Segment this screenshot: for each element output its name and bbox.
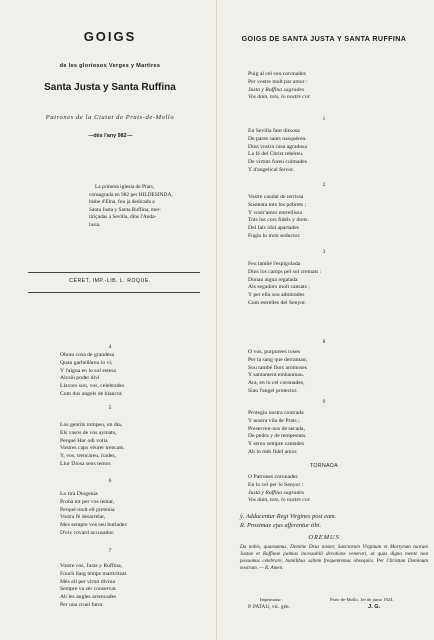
tornada-label: TORNADA: [309, 463, 339, 469]
tornada-line: Vos dam, tots, lo nostre cor.: [248, 497, 311, 504]
verse-line: De pares sants nasquéreu.: [248, 135, 307, 142]
verse-line: Als segadors molt cansats ;: [248, 284, 310, 291]
signature-initials: J. G.: [368, 604, 381, 610]
stanza: [60, 563, 128, 610]
stanza-number: 6: [108, 478, 112, 484]
verse-line: D'eix covard accusador.: [60, 529, 115, 536]
divider-bottom: [28, 292, 200, 293]
imprimatur: [248, 597, 290, 610]
verse-line: Y nostra vila de Prats ;: [248, 417, 300, 424]
verse-line: Ara, en lo cel coronades,: [248, 380, 305, 387]
tornada-line: O Patrones coronades: [248, 474, 298, 480]
refrain: [248, 71, 311, 102]
verse-line: O vos, purpurees roses: [248, 349, 300, 355]
verse-line: Com estrelles del Senyor.: [248, 299, 307, 306]
verse-line: Ab lo més fidel amor.: [248, 448, 298, 455]
verse-line: Y vostr'amor entrellissa: [248, 209, 302, 216]
verse-line: Donau aigua regalada: [248, 276, 298, 283]
tornada-line: Justa y Ruffina sagrades: [248, 489, 305, 496]
verse-line: Vostre cos, Justa y Ruffina,: [60, 563, 123, 569]
response-line: R. Proximae ejus afferentur tibi.: [240, 521, 322, 529]
verse-line: Y d'angelical fervor.: [248, 166, 295, 173]
stanza-number: 9: [322, 399, 326, 405]
stanza: [248, 128, 307, 175]
stanza-number: 4: [108, 344, 112, 350]
divider-top: [28, 272, 200, 273]
verse-line: Mes sempre vos seu burlades: [60, 522, 127, 529]
saints-title: Santa Justa y Santa Ruffina: [44, 82, 176, 93]
verse-line: Sou també flors aromoses: [248, 364, 307, 371]
stanza-number: 1: [322, 116, 326, 122]
goigs-heading: GOIGS: [83, 29, 137, 44]
intro-text: [89, 184, 173, 229]
center-fold: [216, 0, 217, 640]
stanza-number: 7: [108, 548, 112, 554]
intro-line: bisbe d'Elna, fou ja dedicada a: [89, 199, 155, 205]
verse-line: Fugin lo mon seductor.: [248, 232, 301, 239]
year-line: — dés l'any 982 —: [88, 133, 132, 139]
place-date: Prats-de-Mollo, 1er de junio 1924.: [330, 597, 394, 602]
verse-line: Perqué molt ell pretenia: [60, 506, 115, 513]
stanza: [248, 261, 321, 308]
subtitle: de les gloriosos Verges y Martires: [59, 63, 161, 69]
verse-line: Del fals idol apartades: [248, 225, 300, 232]
verse-line: Vostres caps véurer trencats.: [60, 445, 125, 452]
verse-line: Vostra fé desarrelar,: [60, 514, 106, 521]
verse-line: Obrau cosa de grandesa: [60, 352, 115, 358]
verse-line: La fé del Christ rebéreu.: [248, 151, 304, 158]
verse-line: Y per ella sou admirades: [248, 292, 305, 299]
verse-line: Y sereu sempre cantades: [248, 441, 305, 448]
intro-line: tiriçadas a Sevilla, dins l'Anda-: [89, 214, 157, 220]
stanza: [60, 491, 127, 538]
verse-line: Tots los cors fidels y drets.: [248, 217, 309, 224]
refrain-line: Puig al cel sou coronades: [248, 71, 306, 77]
verse-line: Sempre va sèr conservat.: [60, 586, 117, 593]
stanza: [60, 422, 125, 469]
verse-line: Quan garbellàreu lo vi;: [60, 359, 113, 366]
verse-line: Per una cruel furor.: [60, 601, 104, 608]
refrain-line: Per vostre molt par amor :: [248, 78, 308, 85]
intro-line: Santa Justa y Santa Ruffina, mer-: [89, 206, 161, 213]
stanza: [248, 349, 307, 396]
printer-line: CÉRET, IMP.-LIB. L. ROQUE.: [69, 278, 151, 284]
verse-line: Per la sang que derramau;: [248, 356, 308, 363]
collect-prayer: Da nobis, quaesumus, Domine Deus noster, Sanctarum Virginum et Martyrum tuarum Justae et Ruffinae palmas incessabili devotione venerari, ut quas digna mente non possumus celebrare, humilibus saltem frequentemus obsequiis. Per Christum Dominum nostrum. — R. Amen.: [240, 544, 428, 571]
verse-line: De pedra y de tempestats.: [248, 433, 307, 440]
stanza-number: 8: [322, 339, 326, 345]
refrain-line: Vos dam, tots, lo nostre cor.: [248, 94, 311, 101]
verse-line: Siau l'angel protector.: [248, 387, 298, 394]
verse-line: Dins los camps pel sol cremats :: [248, 268, 322, 275]
verse-line: Y santament embaumau.: [248, 372, 305, 379]
verse-line: Vostre caudal de terrissa: [248, 194, 304, 200]
intro-line: lusia.: [89, 221, 101, 228]
refrain-line: Justa y Ruffina sagrades: [248, 86, 305, 93]
verse-line: Sustenta tots los pobrets ;: [248, 201, 307, 208]
stanza: [248, 410, 307, 457]
verse-line: Los gentils rompeu, un dia,: [60, 422, 123, 428]
stanza-number: 3: [322, 249, 326, 255]
verse-line: Llur Diosa sens temor.: [60, 460, 112, 467]
verse-line: Fouch llarg temps martiritzat.: [60, 570, 128, 577]
verse-line: Com dos angels de blancor.: [60, 390, 123, 397]
patrons-line: Patrones de la Ciutat de Prats-de-Mollo: [45, 114, 175, 121]
versicle: [240, 513, 336, 530]
verse-line: Ab les angles arrencades: [60, 594, 117, 601]
verse-line: De virtuts foreu colmades: [248, 159, 307, 166]
versicle-line: ỳ. Adducentur Regi Virgines post eam.: [240, 513, 337, 520]
oremus-heading: OREMUS: [308, 534, 340, 541]
verse-line: Feu també l'espigolada: [248, 261, 301, 267]
tornada: [248, 474, 311, 505]
year-text: dés l'any 982: [93, 133, 127, 139]
right-title: GOIGS DE SANTA JUSTA Y SANTA RUFFINA: [241, 35, 407, 43]
imprimatur-name: P. PATAU, vic. gén.: [248, 603, 290, 610]
verse-line: Lo tirà Diogenia: [60, 491, 98, 497]
intro-line: consagrada en 982 per HILDESINDA,: [89, 191, 173, 198]
verse-line: Alcsiù poder diví: [60, 375, 100, 382]
verse-line: Llavors sou, vos, celebrades: [60, 383, 125, 390]
verse-line: En Sevilla fant ditxosa: [248, 128, 300, 134]
stanza-number: 5: [108, 405, 112, 411]
verse-line: Més ell per virtut divina: [60, 578, 115, 585]
verse-line: Perqué Hur odi volia: [60, 437, 108, 444]
verse-line: Protegiu nostra contrada: [248, 410, 304, 416]
stanza-number: 2: [322, 182, 326, 188]
verse-line: Y l'aigua en lo sol estesa: [60, 367, 116, 374]
stanza: [248, 194, 309, 241]
verse-line: Dins vostra casa agradosa: [248, 143, 307, 150]
verse-line: Preserven-nos de secada,: [248, 425, 306, 432]
verse-line: Probà tot per vos tentar,: [60, 498, 115, 505]
verse-line: Els vasos de vos aymats,: [60, 429, 117, 436]
intro-line: La primera iglesia de Prats,: [95, 184, 155, 190]
tornada-line: En lo cel per lo Senyor :: [248, 481, 304, 488]
stanza: [60, 352, 124, 399]
verse-line: Y, vos, trencàreu, irades,: [60, 453, 116, 460]
imprimatur-label: Imprimatur :: [260, 597, 284, 602]
